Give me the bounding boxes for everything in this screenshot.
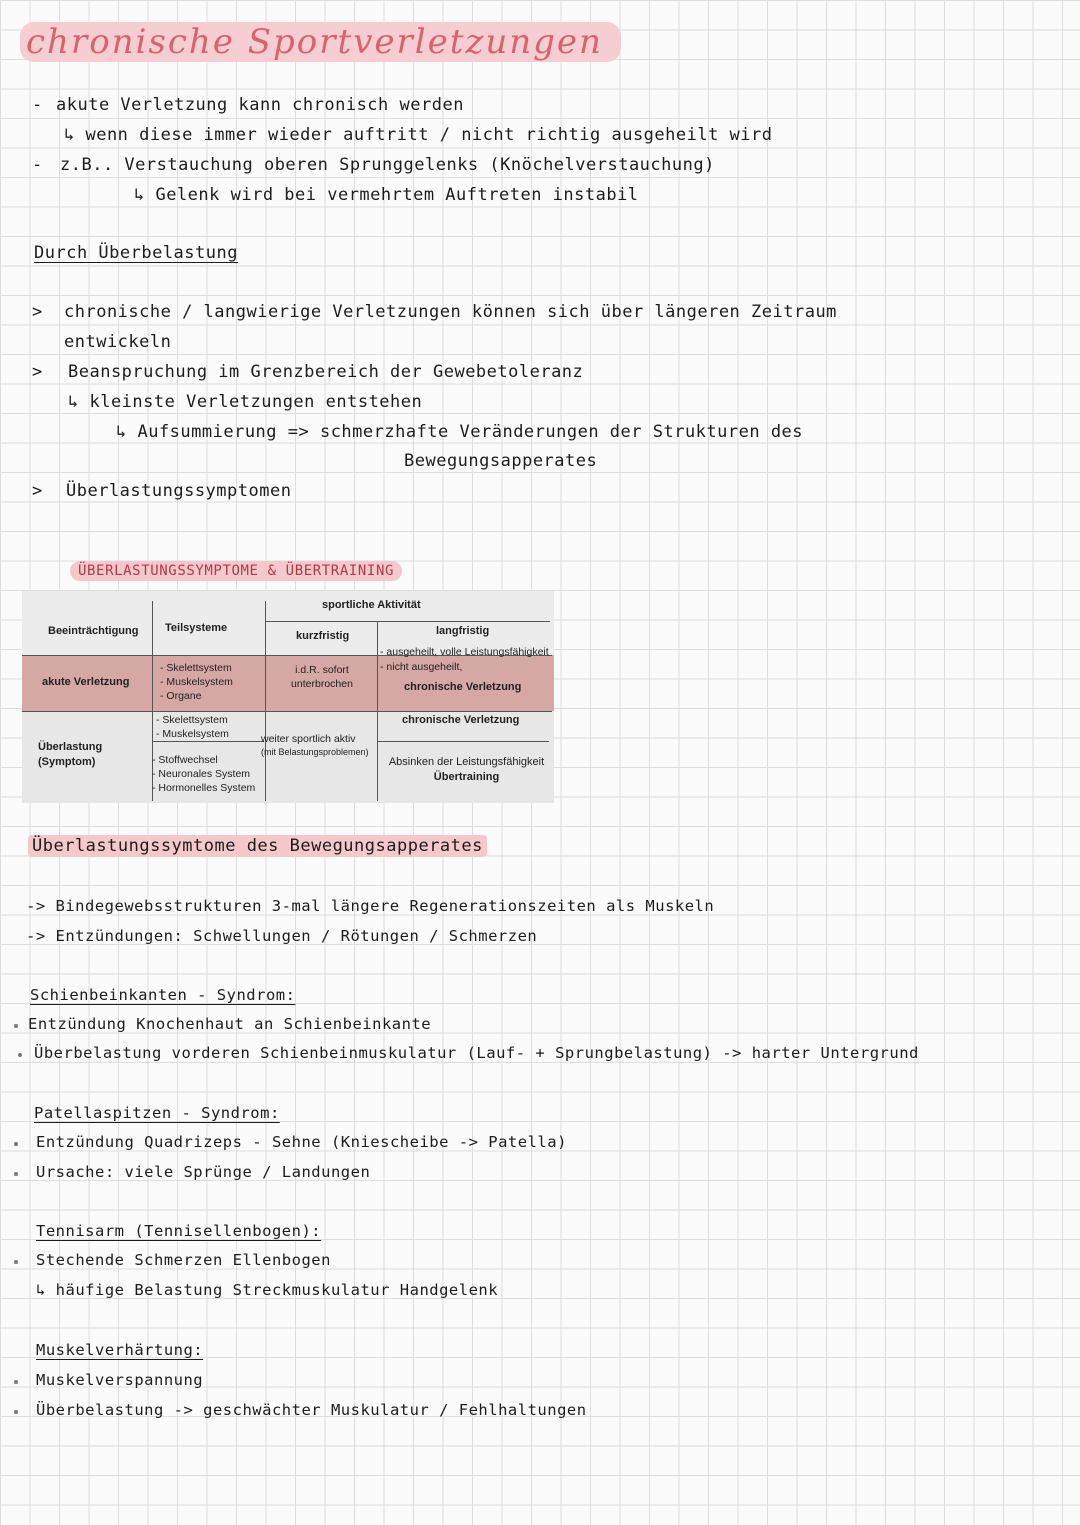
patella-heading: Patellaspitzen - Syndrom: [34, 1104, 280, 1122]
row2-sub-b1: - Stoffwechsel [152, 754, 218, 766]
bullet-dot [14, 1024, 18, 1028]
row2-sub-b3: - Hormonelles System [152, 782, 256, 794]
row2-short-2: (mit Belastungsproblemen) [261, 747, 369, 757]
row1-long-2: - nicht ausgeheilt, [380, 661, 463, 673]
movement-heading-text: Überlastungssymtome des Bewegungsapperates [28, 835, 487, 857]
bullet-dot [14, 1172, 18, 1176]
bullet-dot [14, 1410, 18, 1414]
intro-line-2: ↳ wenn diese immer wieder auftritt / nicht richtig ausgeheilt wird [64, 125, 773, 145]
shin-line-2: Überbelastung vorderen Schienbeinmuskulatur (Lauf- + Sprungbelastung) -> harter Untergrund [34, 1044, 919, 1062]
bullet-dot [14, 1380, 18, 1384]
muscle-heading: Muskelverhärtung: [36, 1341, 204, 1359]
overload-heading: Durch Überbelastung [34, 243, 238, 263]
row2-short-1: weiter sportlich aktiv [261, 733, 356, 745]
intro-line-4: ↳ Gelenk wird bei vermehrtem Auftreten instabil [134, 185, 639, 205]
bullet-dash: - [32, 155, 43, 175]
shin-heading: Schienbeinkanten - Syndrom: [30, 986, 296, 1004]
intro-line-1: akute Verletzung kann chronisch werden [56, 95, 464, 115]
muscle-line-2: Überbelastung -> geschwächter Muskulatur / Fehlhaltungen [36, 1401, 587, 1419]
row2-sub-a2: - Muskelsystem [156, 728, 229, 740]
row1-sub-3: - Organe [160, 690, 202, 702]
row1-short-1: i.d.R. sofort [295, 664, 349, 676]
patella-line-2: Ursache: viele Sprünge / Landungen [36, 1163, 371, 1181]
row2-long-b2: Übertraining [433, 771, 500, 783]
table-heading-text: ÜBERLASTUNGSSYMPTOME & ÜBERTRAINING [70, 561, 402, 581]
header-short-term: kurzfristig [296, 630, 350, 642]
row2-sub-a1: - Skelettsystem [156, 714, 228, 726]
bullet-dot [14, 1260, 18, 1264]
row1-sub-2: - Muskelsystem [160, 676, 233, 688]
tennis-line-1: Stechende Schmerzen Ellenbogen [36, 1251, 331, 1269]
row2-long-b1: Absinken der Leistungsfähigkeit [388, 756, 545, 768]
header-impairment: Beeinträchtigung [48, 625, 139, 637]
overload-line-4a: ↳ Aufsummierung => schmerzhafte Veränderungen der Strukturen des [116, 422, 804, 442]
overload-table [22, 591, 554, 803]
header-activity: sportliche Aktivität [322, 599, 421, 611]
shin-line-1: Entzündung Knochenhaut an Schienbeinkante [28, 1015, 432, 1033]
header-subsystems: Teilsysteme [165, 622, 228, 634]
overload-line-1a: chronische / langwierige Verletzungen können sich über längeren Zeitraum [64, 302, 837, 322]
bullet-arrow: > [32, 362, 43, 382]
movement-line-2: -> Entzündungen: Schwellungen / Rötungen / Schmerzen [26, 927, 538, 945]
row2-sub-b2: - Neuronales System [152, 768, 251, 780]
intro-line-3: z.B.. Verstauchung oberen Sprunggelenks (Knöchelverstauchung) [60, 155, 715, 175]
patella-line-1: Entzündung Quadrizeps - Sehne (Kniescheibe -> Patella) [36, 1133, 567, 1151]
row2-label-1: Überlastung [38, 741, 103, 753]
row2-label-2: (Symptom) [38, 756, 96, 768]
tennis-line-2: ↳ häufige Belastung Streckmuskulatur Handgelenk [36, 1281, 499, 1299]
row1-sub-1: - Skelettsystem [160, 662, 232, 674]
overload-line-1b: entwickeln [64, 332, 172, 352]
tennis-heading: Tennisarm (Tennisellenbogen): [36, 1222, 322, 1240]
row1-short-2: unterbrochen [291, 678, 353, 690]
page-title-text: chronische Sportverletzungen [20, 22, 621, 62]
bullet-arrow: > [32, 481, 43, 501]
movement-heading [28, 836, 487, 856]
bullet-arrow: > [32, 302, 43, 322]
overload-line-4b: Bewegungsapperates [404, 451, 598, 471]
row2-long-a: chronische Verletzung [402, 714, 520, 726]
bullet-dot [14, 1142, 18, 1146]
row1-long-1: - ausgeheilt, volle Leistungsfähigkeit [380, 646, 549, 658]
overload-line-3: ↳ kleinste Verletzungen entstehen [68, 392, 423, 412]
movement-line-1: -> Bindegewebsstrukturen 3-mal längere Regenerationszeiten als Muskeln [26, 897, 715, 915]
row1-label: akute Verletzung [42, 676, 130, 688]
overload-line-5: Überlastungssymptomen [66, 481, 292, 501]
bullet-dot [18, 1053, 22, 1057]
row1-long-bold: chronische Verletzung [404, 681, 522, 693]
bullet-dash: - [32, 95, 43, 115]
table-heading [70, 563, 402, 579]
overload-line-2: Beanspruchung im Grenzbereich der Gewebetoleranz [68, 362, 584, 382]
muscle-line-1: Muskelverspannung [36, 1371, 204, 1389]
page-title [20, 22, 621, 62]
header-long-term: langfristig [436, 625, 490, 637]
